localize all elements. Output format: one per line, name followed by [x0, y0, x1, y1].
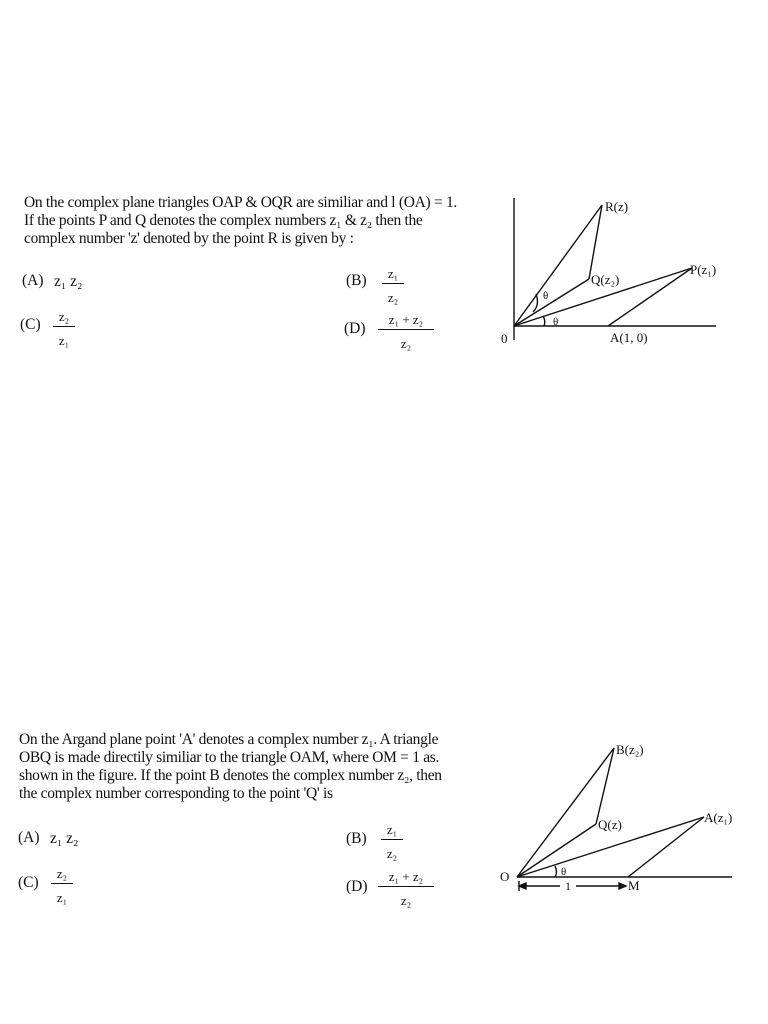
q1-label-theta-upper: θ — [543, 290, 549, 302]
q2-angle-arc — [555, 866, 557, 877]
q2-line-AM — [628, 817, 704, 877]
q1-option-c-numerator: z₂ — [53, 309, 75, 327]
q2-option-d-label: (D) — [346, 878, 368, 895]
q1-option-b-denominator: z₂ — [387, 290, 399, 305]
q1-label-theta-lower: θ — [553, 316, 559, 328]
question-2-stem-line-2: OBQ is made directily similiar to the triangle OAM, where OM = 1 as. — [19, 749, 440, 766]
q2-label-one: 1 — [565, 879, 571, 893]
q1-option-b-numerator: z₁ — [382, 266, 404, 284]
question-1-stem-line-2: If the points P and Q denotes the complex numbers z₁ & z₂ then the — [24, 212, 423, 229]
q2-option-c-denominator: z₁ — [56, 890, 68, 905]
q1-option-a-text: z₁ z₂ — [54, 273, 83, 290]
q2-option-d-numerator: z₁ + z₂ — [378, 869, 434, 887]
q1-label-Q: Q(z₂) — [591, 272, 620, 287]
q2-label-M: M — [628, 878, 640, 893]
q1-option-b-label: (B) — [346, 272, 367, 289]
q1-label-R: R(z) — [605, 199, 629, 214]
q2-label-B: B(z₂) — [616, 742, 644, 757]
q2-label-O: O — [500, 869, 510, 884]
q2-dimension-arrow-right — [619, 883, 626, 889]
q2-option-d-denominator: z₂ — [400, 893, 412, 908]
q1-label-A: A(1, 0) — [610, 330, 648, 345]
q2-label-theta: θ — [561, 866, 567, 878]
q1-option-d-label: (D) — [344, 320, 366, 337]
q1-option-a-label: (A) — [22, 272, 44, 289]
q1-option-c-label: (C) — [20, 316, 41, 333]
q2-option-a-label: (A) — [18, 829, 40, 846]
question-1-stem-line-3: complex number 'z' denoted by the point R is given by : — [24, 230, 354, 247]
q1-option-c-denominator: z₁ — [58, 333, 70, 348]
question-1-stem-line-1: On the complex plane triangles OAP & OQR are similiar and l (OA) = 1. — [24, 194, 457, 211]
q2-option-a-text: z₁ z₂ — [50, 830, 79, 847]
q1-option-d-denominator: z₂ — [400, 336, 412, 351]
question-2-stem-line-4: the complex number corresponding to the point 'Q' is — [19, 785, 333, 802]
q2-option-b-label: (B) — [346, 830, 367, 847]
q2-label-Q: Q(z) — [598, 817, 622, 832]
q1-label-P: P(z₁) — [690, 262, 717, 277]
q2-line-OB — [517, 748, 614, 877]
q2-option-c-numerator: z₂ — [51, 866, 73, 884]
q1-option-d-numerator: z₁ + z₂ — [378, 312, 434, 330]
question-2-stem-line-1: On the Argand plane point 'A' denotes a complex number z₁. A triangle — [19, 731, 439, 748]
question-2-stem-line-3: shown in the figure. If the point B denotes the complex number z₂, then — [19, 767, 442, 784]
q2-dimension-arrow-left — [519, 883, 526, 889]
q2-option-b-denominator: z₂ — [386, 846, 398, 861]
q1-label-O: 0 — [501, 331, 508, 346]
q2-label-A: A(z₁) — [704, 810, 733, 825]
q2-option-c-label: (C) — [18, 874, 39, 891]
q2-option-b-numerator: z₁ — [381, 822, 403, 840]
